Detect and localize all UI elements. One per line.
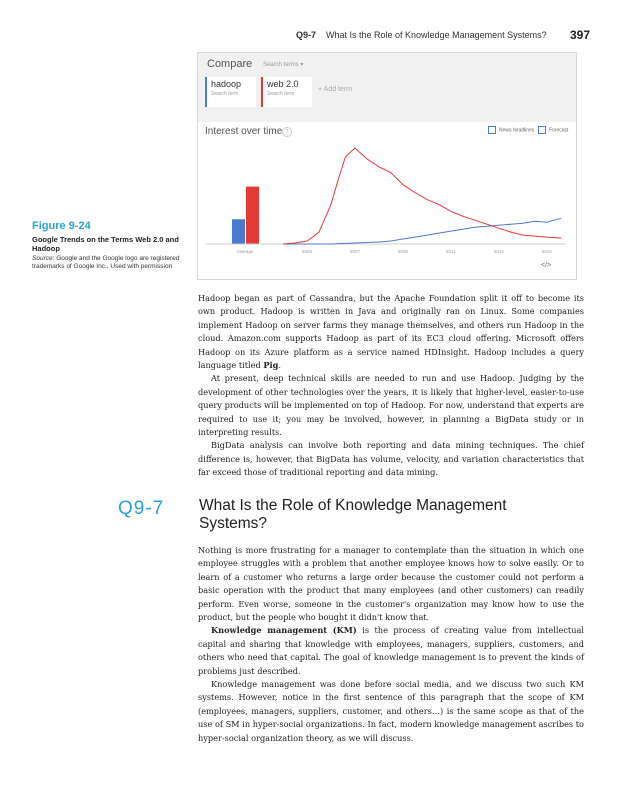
forecast-checkbox — [538, 126, 568, 134]
paragraph: BigData analysis can involve both reporting and data mining techniques. The chief difference is, however, that BigData has volume, velocity, and variation characteristics that far exceed those of traditional reporting and data mining. — [198, 440, 584, 478]
paragraph: Nothing is more frustrating for a manager to contemplate than the situation in which one employee struggles with a problem that another employee knows how to solve easily. Or to learn of a customer who returns a large order because the customer could not perform a basic operation with the product that many employees (and other customers) can readily perform. Even worse, someone in the customer's organization may know how to use the product, but the people who bought it didn't know that. — [198, 545, 584, 623]
paragraph — [198, 624, 584, 678]
paragraph: Knowledge management was done before social media, and we discuss two such KM systems. However, notice in the first sentence of this paragraph that the scope of KM (employees, managers, suppliers, customer, and others…) is the same scope as that of the use of SM in hyper-social organizations. In fact, modern knowledge management ascribes to hyper-social organization theory, as we will discuss. — [198, 679, 584, 743]
header-title: What Is the Role of Knowledge Management Systems? — [326, 30, 547, 40]
paragraph — [198, 292, 584, 372]
tick-label: 2007 — [349, 249, 360, 254]
embed-code-icon: </> — [541, 262, 552, 269]
section-number: Q9-7 — [118, 498, 165, 519]
forecast-label: Forecast — [549, 127, 569, 134]
news-headlines-label: News headlines — [499, 127, 535, 134]
running-header — [0, 28, 625, 44]
checkbox-icon — [488, 126, 496, 134]
checkbox-icon — [538, 126, 546, 134]
figure-caption — [32, 220, 182, 271]
interest-over-time-title: Interest over time — [205, 126, 283, 137]
page-number: 397 — [570, 28, 591, 42]
caption-number: Figure 9-24 — [32, 220, 91, 232]
search-term-sub: Search term — [267, 91, 295, 97]
caption-title: Google Trends on the Terms Web 2.0 and Hadoop — [32, 235, 179, 253]
google-trends-figure — [197, 52, 577, 280]
search-term-web20 — [261, 77, 312, 107]
average-bar-web20 — [246, 187, 259, 244]
help-icon: ? — [282, 127, 292, 137]
search-term-name: web 2.0 — [267, 79, 299, 89]
search-term-name: hadoop — [211, 79, 242, 89]
search-term-sub: Search term — [211, 91, 239, 97]
bold-term: Pig — [263, 360, 279, 371]
caption-source — [32, 255, 182, 271]
paragraph: At present, deep technical skills are needed to run and use Hadoop. Judging by the development of other technologies over the years, it is likely that higher-level, easier-to-use query products will be implemented on top of Hadoop. For now, understand that experts are required to use it; you may be involved, however, in planning a BigData study or in interpreting results. — [198, 373, 584, 438]
trend-chart — [198, 137, 576, 257]
tick-label: 2009 — [397, 249, 408, 254]
paragraph-text: . — [278, 360, 281, 371]
paragraph-text: is the process of creating value from intellectual capital and sharing that knowledge with employees, managers, suppliers, customers, and others who need that capital. The goal of knowledge management is to prevent the kinds of problems just described. — [198, 625, 584, 676]
header-section-number: Q9-7 — [296, 30, 317, 40]
compare-bar — [198, 53, 576, 122]
add-term-button: + Add term — [318, 86, 353, 93]
news-headlines-checkbox — [488, 126, 534, 134]
series-line-web20 — [283, 148, 561, 244]
series-line-hadoop — [283, 218, 561, 244]
section-title: What Is the Role of Knowledge Management Systems? — [199, 497, 507, 532]
tick-label: 2011 — [446, 249, 456, 254]
body-section-2 — [198, 544, 584, 745]
tick-label: 2005 — [301, 249, 312, 254]
search-term-hadoop — [205, 77, 256, 107]
caption-source-label: Source: — [32, 255, 55, 262]
tick-label: 2015 — [541, 249, 552, 254]
average-bar-hadoop — [232, 219, 245, 244]
body-section-1 — [198, 292, 584, 480]
caption-source-text: Google and the Google logo are registered trademarks of Google Inc., Used with permission — [32, 255, 180, 270]
compare-label: Compare — [207, 58, 253, 70]
compare-hint: Search terms ▾ — [263, 62, 304, 68]
tick-label: Average — [236, 249, 254, 254]
bold-term: Knowledge management (KM) — [211, 625, 357, 636]
tick-label: 2013 — [493, 249, 504, 254]
paragraph-text: Hadoop began as part of Cassandra, but the Apache Foundation split it off to become its own product. Hadoop is written in Java and originally ran on Linux. Some companies implement Hadoop on server farms they manage themselves, and others run Hadoop in the cloud. Amazon.com supports Hadoop as part of its EC3 cloud offering. Microsoft offers Hadoop on its Azure platform as a service named HDInsight. Hadoop includes a query language titled — [198, 293, 584, 371]
